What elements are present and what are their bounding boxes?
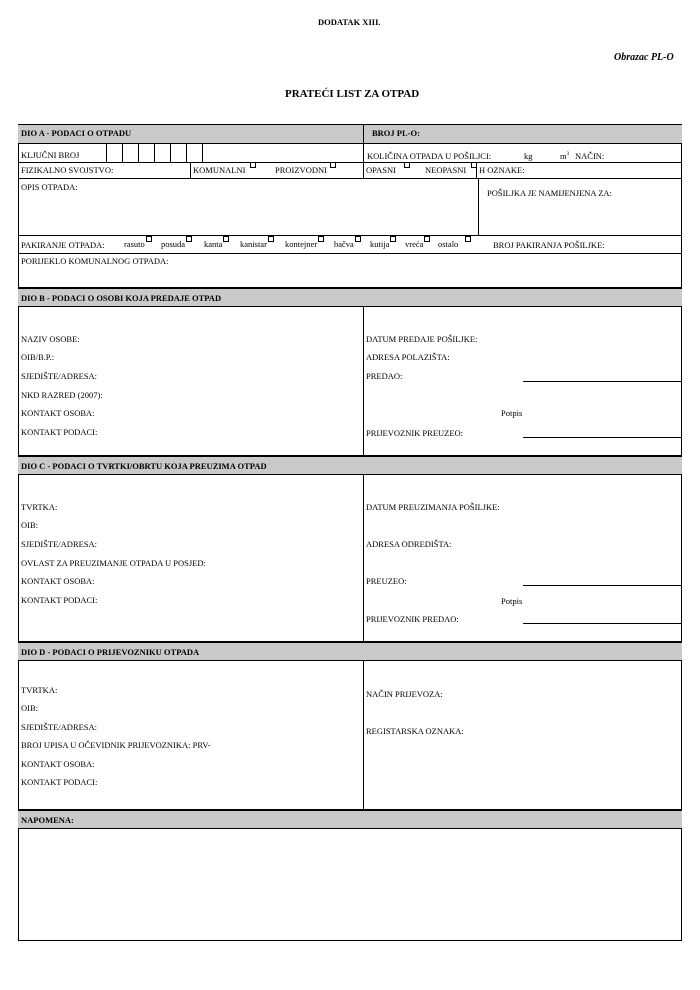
production-checkbox[interactable] xyxy=(330,162,336,168)
carrier-contact-details-label: KONTAKT PODACI: xyxy=(21,777,98,787)
packaging-option-rasuto[interactable]: rasuto xyxy=(124,239,152,249)
carrier-oib-label: OIB: xyxy=(21,703,38,713)
section-d-heading: DIO D - PODACI O PRIJEVOZNIKU OTPADA xyxy=(21,647,200,657)
municipal-checkbox[interactable] xyxy=(250,162,256,168)
section-a-heading: DIO A - PODACI O OTPADU xyxy=(21,128,132,138)
sender-contact-person-label: KONTAKT OSOBA: xyxy=(21,408,95,418)
unit-m3: $m^3$ xyxy=(560,151,570,161)
carrier-company-label: TVRTKA: xyxy=(21,685,58,695)
carrier-delivered-label: PRIJEVOZNIK PREDAO: xyxy=(366,614,459,624)
section-b-heading: DIO B - PODACI O OSOBI KOJA PREDAJE OTPAD xyxy=(21,293,222,303)
handover-date-label: DATUM PREDAJE POŠILJKE: xyxy=(366,334,478,344)
destination-address-label: ADRESA ODREDIŠTA: xyxy=(366,539,452,549)
section-c-frame xyxy=(18,456,682,642)
page-title: PRATEĆI LIST ZA OTPAD xyxy=(285,88,420,100)
transport-mode-label: NAČIN PRIJEVOZA: xyxy=(366,689,443,699)
unit-kg: kg xyxy=(524,151,533,161)
sender-name-label: NAZIV OSOBE: xyxy=(21,334,80,344)
carrier-received-signature-line[interactable] xyxy=(523,437,682,438)
packaging-option-vreca[interactable]: vreća xyxy=(405,239,430,249)
physical-state-label: FIZIKALNO SVOJSTVO: xyxy=(21,165,114,175)
origin-label: PORIJEKLO KOMUNALNOG OTPADA: xyxy=(21,256,169,266)
method-label: NAČIN: xyxy=(575,151,605,161)
receipt-date-label: DATUM PREUZIMANJA POŠILJKE: xyxy=(366,502,500,512)
description-label: OPIS OTPADA: xyxy=(21,182,78,192)
carrier-contact-person-label: KONTAKT OSOBA: xyxy=(21,759,95,769)
notes-heading: NAPOMENA: xyxy=(21,815,74,825)
signature-label-c: Potpis xyxy=(501,596,523,606)
packaging-label: PAKIRANJE OTPADA: xyxy=(21,240,105,250)
intended-for-label: POŠILJKA JE NAMIJENJENA ZA: xyxy=(487,188,612,198)
packaging-option-kutija[interactable]: kutija xyxy=(370,239,396,249)
h-marks-label: H OZNAKE: xyxy=(479,165,525,175)
sender-contact-details-label: KONTAKT PODACI: xyxy=(21,427,98,437)
sender-oib-label: OIB/B.P.: xyxy=(21,352,55,362)
packaging-option-kanta[interactable]: kanta xyxy=(204,239,229,249)
carrier-address-label: SJEDIŠTE/ADRESA: xyxy=(21,722,98,732)
receiver-contact-details-label: KONTAKT PODACI: xyxy=(21,595,98,605)
notes-frame[interactable] xyxy=(18,810,682,941)
form-code: Obrazac PL-O xyxy=(614,52,674,63)
receiver-oib-label: OIB: xyxy=(21,520,38,530)
section-c-heading: DIO C - PODACI O TVRTKI/OBRTU KOJA PREUZIMA OTPAD xyxy=(21,461,267,471)
handed-over-label: PREDAO: xyxy=(366,371,403,381)
received-label: PREUZEO: xyxy=(366,576,407,586)
package-count-label: BROJ PAKIRANJA POŠILJKE: xyxy=(493,240,605,250)
section-d-frame xyxy=(18,642,682,810)
notes-header-band xyxy=(18,810,682,829)
hazardous-option[interactable]: OPASNI xyxy=(366,165,410,175)
packaging-option-kontejner[interactable]: kontejner xyxy=(285,239,324,249)
hazardous-checkbox[interactable] xyxy=(404,162,410,168)
appendix-label: DODATAK XIII. xyxy=(318,17,381,27)
carrier-delivered-signature-line[interactable] xyxy=(523,623,682,624)
carrier-registry-label: BROJ UPISA U OČEVIDNIK PRIJEVOZNIKA: PRV- xyxy=(21,740,211,750)
carrier-received-label: PRIJEVOZNIK PREUZEO: xyxy=(366,428,464,438)
origin-address-label: ADRESA POLAZIŠTA: xyxy=(366,352,450,362)
quantity-label: KOLIČINA OTPADA U POŠILJCI: xyxy=(367,151,492,161)
key-number-label: KLJUČNI BROJ xyxy=(21,150,80,160)
production-option[interactable]: PROIZVODNI xyxy=(275,165,336,175)
packaging-option-bacva[interactable]: bačva xyxy=(334,239,361,249)
packaging-option-ostalo[interactable]: ostalo xyxy=(438,239,471,249)
non-hazardous-option[interactable]: NEOPASNI xyxy=(425,165,477,175)
packaging-option-posuda[interactable]: posuda xyxy=(161,239,192,249)
registration-label: REGISTARSKA OZNAKA: xyxy=(366,726,464,736)
receiver-address-label: SJEDIŠTE/ADRESA: xyxy=(21,539,98,549)
doc-number-label: BROJ PL-O: xyxy=(372,128,420,138)
signature-label-b: Potpis xyxy=(501,408,523,418)
receiver-company-label: TVRTKA: xyxy=(21,502,58,512)
sender-address-label: SJEDIŠTE/ADRESA: xyxy=(21,371,98,381)
section-b-frame xyxy=(18,288,682,456)
receiver-authorization-label: OVLAST ZA PREUZIMANJE OTPADA U POSJED: xyxy=(21,558,206,568)
receiver-contact-person-label: KONTAKT OSOBA: xyxy=(21,576,95,586)
handed-over-signature-line[interactable] xyxy=(523,381,682,382)
municipal-option[interactable]: KOMUNALNI xyxy=(193,165,256,175)
received-signature-line[interactable] xyxy=(523,585,682,586)
sender-nkd-label: NKD RAZRED (2007): xyxy=(21,390,103,400)
packaging-option-kanistar[interactable]: kanistar xyxy=(240,239,274,249)
